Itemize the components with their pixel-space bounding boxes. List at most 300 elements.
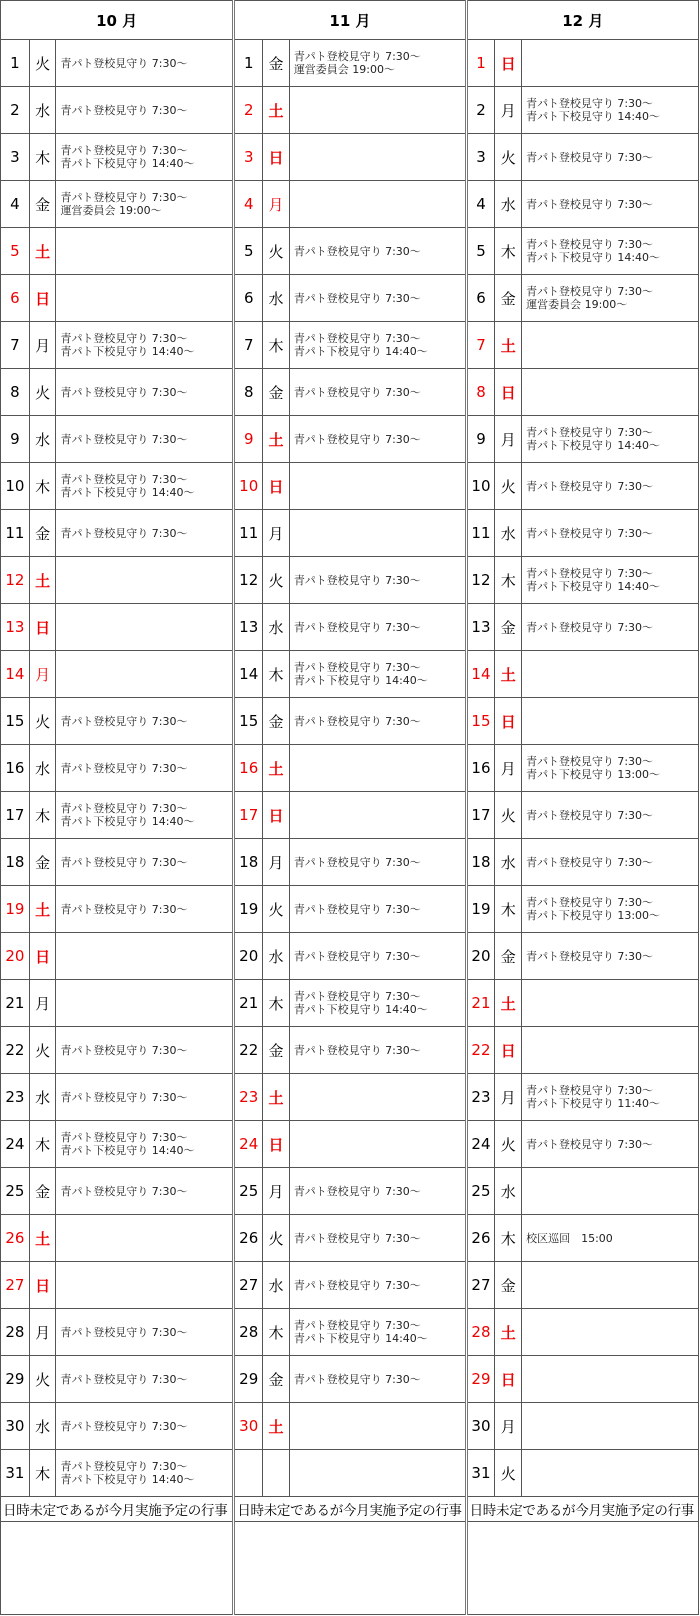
event-entry: 青パト登校見守り 7:30～ — [293, 1319, 421, 1332]
october-events — [56, 651, 234, 698]
october-weekday: 木 — [29, 792, 56, 839]
december-day-number: 12 — [466, 557, 495, 604]
october-weekday: 火 — [29, 698, 56, 745]
october-events — [56, 604, 234, 651]
november-day-number: 23 — [234, 1074, 263, 1121]
calendar-row — [1, 745, 699, 792]
november-day-number: 14 — [234, 651, 263, 698]
december-weekday: 水 — [495, 839, 522, 886]
december-weekday: 日 — [495, 698, 522, 745]
november-day-number: 12 — [234, 557, 263, 604]
october-events — [56, 1356, 234, 1403]
event-entry: 青パト登校見守り 7:30～ — [293, 385, 421, 399]
october-weekday: 木 — [29, 1121, 56, 1168]
event-entry: 青パト登校見守り 7:30～ — [293, 1278, 421, 1292]
november-events — [289, 839, 466, 886]
november-weekday: 木 — [263, 980, 290, 1027]
event-entry: 青パト下校見守り 14:40～ — [293, 345, 428, 358]
event-entry: 青パト登校見守り 7:30～ — [293, 990, 421, 1003]
december-weekday: 火 — [495, 1121, 522, 1168]
calendar-row — [1, 275, 699, 322]
november-weekday: 木 — [263, 651, 290, 698]
november-day-number: 4 — [234, 181, 263, 228]
december-day-number: 1 — [466, 40, 495, 87]
event-entry: 青パト登校見守り 7:30～ — [293, 1231, 421, 1245]
december-day-number: 3 — [466, 134, 495, 181]
october-events — [56, 1215, 234, 1262]
november-weekday: 木 — [263, 322, 290, 369]
event-entry: 青パト下校見守り 14:40～ — [526, 251, 661, 264]
october-events — [56, 87, 234, 134]
october-events — [56, 557, 234, 604]
december-day-number: 24 — [466, 1121, 495, 1168]
november-events — [289, 134, 466, 181]
december-day-number: 23 — [466, 1074, 495, 1121]
december-weekday: 日 — [495, 1027, 522, 1074]
october-events — [56, 322, 234, 369]
october-weekday: 木 — [29, 1450, 56, 1497]
november-weekday: 土 — [263, 1074, 290, 1121]
december-events — [522, 557, 699, 604]
event-entry: 青パト登校見守り 7:30～ — [60, 1131, 188, 1144]
december-events — [522, 275, 699, 322]
event-entry: 青パト登校見守り 7:30～ — [526, 808, 654, 822]
november-weekday: 土 — [263, 1403, 290, 1450]
november-events — [289, 1403, 466, 1450]
november-events — [289, 322, 466, 369]
december-day-number: 18 — [466, 839, 495, 886]
november-events — [289, 181, 466, 228]
october-weekday: 月 — [29, 1309, 56, 1356]
october-day-number: 5 — [1, 228, 30, 275]
december-weekday: 水 — [495, 1168, 522, 1215]
november-day-number: 20 — [234, 933, 263, 980]
november-weekday: 金 — [263, 698, 290, 745]
november-day-number: 15 — [234, 698, 263, 745]
december-day-number: 17 — [466, 792, 495, 839]
december-weekday: 金 — [495, 275, 522, 322]
december-day-number: 5 — [466, 228, 495, 275]
november-events — [289, 416, 466, 463]
undated-events-october — [1, 1522, 234, 1615]
event-entry: 青パト下校見守り 14:40～ — [526, 439, 661, 452]
december-events — [522, 322, 699, 369]
october-events — [56, 980, 234, 1027]
event-entry: 青パト下校見守り 14:40～ — [60, 345, 195, 358]
november-weekday: 金 — [263, 40, 290, 87]
october-weekday: 月 — [29, 980, 56, 1027]
event-entry: 青パト登校見守り 7:30～ — [293, 620, 421, 634]
november-weekday: 火 — [263, 886, 290, 933]
event-entry: 青パト下校見守り 14:40～ — [526, 580, 661, 593]
event-entry: 青パト下校見守り 14:40～ — [293, 674, 428, 687]
event-entry: 青パト登校見守り 7:30～ — [526, 949, 654, 963]
november-day-number: 5 — [234, 228, 263, 275]
october-weekday: 金 — [29, 181, 56, 228]
december-day-number: 16 — [466, 745, 495, 792]
november-day-number: 18 — [234, 839, 263, 886]
event-entry: 青パト登校見守り 7:30～ — [293, 573, 421, 587]
december-weekday: 月 — [495, 1403, 522, 1450]
event-entry: 青パト登校見守り 7:30～ — [526, 285, 654, 298]
event-entry: 青パト登校見守り 7:30～ — [60, 473, 188, 486]
event-entry: 青パト登校見守り 7:30～ — [60, 332, 188, 345]
calendar-row — [1, 1262, 699, 1309]
december-day-number: 11 — [466, 510, 495, 557]
october-events — [56, 1121, 234, 1168]
event-entry: 青パト登校見守り 7:30～ — [293, 949, 421, 963]
october-weekday: 金 — [29, 510, 56, 557]
december-events — [522, 1309, 699, 1356]
calendar-row — [1, 369, 699, 416]
november-weekday: 月 — [263, 839, 290, 886]
november-day-number: 29 — [234, 1356, 263, 1403]
calendar-row — [1, 1356, 699, 1403]
november-events — [289, 1027, 466, 1074]
october-weekday: 月 — [29, 651, 56, 698]
event-entry: 青パト登校見守り 7:30～ — [526, 855, 654, 869]
event-entry: 青パト登校見守り 7:30～ — [526, 426, 654, 439]
undated-events-row — [1, 1522, 699, 1615]
event-entry: 青パト登校見守り 7:30～ — [526, 479, 654, 493]
october-events — [56, 839, 234, 886]
december-weekday: 金 — [495, 604, 522, 651]
event-entry: 青パト下校見守り 11:40～ — [526, 1097, 661, 1110]
december-weekday: 土 — [495, 980, 522, 1027]
event-entry: 青パト登校見守り 7:30～ — [60, 144, 188, 157]
november-day-number: 10 — [234, 463, 263, 510]
december-events — [522, 369, 699, 416]
december-events — [522, 1450, 699, 1497]
event-entry: 青パト登校見守り 7:30～ — [60, 432, 188, 446]
november-events — [289, 87, 466, 134]
november-events — [289, 369, 466, 416]
calendar-row — [1, 510, 699, 557]
event-entry: 青パト下校見守り 13:00～ — [526, 909, 661, 922]
event-entry: 青パト登校見守り 7:30～ — [60, 385, 188, 399]
event-entry: 青パト下校見守り 14:40～ — [60, 1473, 195, 1486]
october-events — [56, 228, 234, 275]
october-events — [56, 416, 234, 463]
december-events — [522, 1074, 699, 1121]
december-day-number: 30 — [466, 1403, 495, 1450]
november-day-number: 6 — [234, 275, 263, 322]
undated-events-label-october: 日時未定であるが今月実施予定の行事 — [1, 1497, 234, 1522]
october-day-number: 1 — [1, 40, 30, 87]
october-events — [56, 792, 234, 839]
october-weekday: 金 — [29, 839, 56, 886]
october-day-number: 26 — [1, 1215, 30, 1262]
november-events — [289, 40, 466, 87]
december-day-number: 14 — [466, 651, 495, 698]
october-day-number: 16 — [1, 745, 30, 792]
december-events — [522, 40, 699, 87]
october-day-number: 23 — [1, 1074, 30, 1121]
event-entry: 青パト登校見守り 7:30～ — [293, 332, 421, 345]
october-events — [56, 1403, 234, 1450]
november-day-number: 9 — [234, 416, 263, 463]
october-weekday: 月 — [29, 322, 56, 369]
november-day-number: 28 — [234, 1309, 263, 1356]
october-weekday: 土 — [29, 886, 56, 933]
calendar-row — [1, 839, 699, 886]
october-day-number: 27 — [1, 1262, 30, 1309]
december-events — [522, 651, 699, 698]
calendar-row — [1, 40, 699, 87]
november-weekday: 金 — [263, 1027, 290, 1074]
event-entry: 青パト登校見守り 7:30～ — [526, 620, 654, 634]
november-events — [289, 792, 466, 839]
october-events — [56, 1309, 234, 1356]
december-weekday: 火 — [495, 792, 522, 839]
december-events — [522, 228, 699, 275]
november-weekday — [263, 1450, 290, 1497]
november-events — [289, 745, 466, 792]
november-day-number: 30 — [234, 1403, 263, 1450]
november-weekday: 金 — [263, 369, 290, 416]
december-events — [522, 698, 699, 745]
october-weekday: 土 — [29, 1215, 56, 1262]
december-weekday: 木 — [495, 886, 522, 933]
november-weekday: 土 — [263, 87, 290, 134]
event-entry: 青パト下校見守り 14:40～ — [60, 486, 195, 499]
october-events — [56, 698, 234, 745]
december-day-number: 21 — [466, 980, 495, 1027]
december-day-number: 27 — [466, 1262, 495, 1309]
december-events — [522, 1262, 699, 1309]
october-events — [56, 463, 234, 510]
event-entry: 青パト登校見守り 7:30～ — [526, 1084, 654, 1097]
event-entry: 青パト下校見守り 14:40～ — [60, 1144, 195, 1157]
november-weekday: 金 — [263, 1356, 290, 1403]
event-entry: 青パト登校見守り 7:30～ — [60, 191, 188, 204]
november-day-number: 25 — [234, 1168, 263, 1215]
october-events — [56, 275, 234, 322]
event-entry: 青パト登校見守り 7:30～ — [293, 714, 421, 728]
november-events — [289, 886, 466, 933]
november-day-number: 26 — [234, 1215, 263, 1262]
calendar-row — [1, 1074, 699, 1121]
december-day-number: 19 — [466, 886, 495, 933]
december-weekday: 火 — [495, 134, 522, 181]
october-weekday: 水 — [29, 87, 56, 134]
november-events — [289, 1074, 466, 1121]
december-events — [522, 463, 699, 510]
event-entry: 青パト下校見守り 14:40～ — [526, 110, 661, 123]
december-weekday: 月 — [495, 416, 522, 463]
event-entry: 青パト登校見守り 7:30～ — [60, 761, 188, 775]
october-weekday: 火 — [29, 40, 56, 87]
calendar-row — [1, 1403, 699, 1450]
november-day-number: 27 — [234, 1262, 263, 1309]
december-events — [522, 1356, 699, 1403]
november-weekday: 火 — [263, 228, 290, 275]
event-entry: 青パト登校見守り 7:30～ — [60, 1325, 188, 1339]
november-weekday: 日 — [263, 463, 290, 510]
event-entry: 青パト登校見守り 7:30～ — [60, 802, 188, 815]
november-events — [289, 275, 466, 322]
november-events — [289, 557, 466, 604]
undated-events-november — [234, 1522, 466, 1615]
november-day-number: 16 — [234, 745, 263, 792]
november-weekday: 火 — [263, 557, 290, 604]
november-events — [289, 1262, 466, 1309]
november-day-number: 8 — [234, 369, 263, 416]
calendar-row — [1, 792, 699, 839]
october-day-number: 11 — [1, 510, 30, 557]
december-events — [522, 1215, 699, 1262]
december-events — [522, 1121, 699, 1168]
event-entry: 青パト登校見守り 7:30～ — [293, 1043, 421, 1057]
november-weekday: 水 — [263, 1262, 290, 1309]
event-entry: 青パト登校見守り 7:30～ — [60, 1184, 188, 1198]
event-entry: 青パト登校見守り 7:30～ — [60, 56, 188, 70]
october-events — [56, 1027, 234, 1074]
december-day-number: 28 — [466, 1309, 495, 1356]
december-weekday: 火 — [495, 463, 522, 510]
october-events — [56, 1262, 234, 1309]
event-entry: 運営委員会 19:00～ — [526, 298, 628, 311]
october-weekday: 火 — [29, 1356, 56, 1403]
calendar-row — [1, 980, 699, 1027]
october-day-number: 22 — [1, 1027, 30, 1074]
november-events — [289, 228, 466, 275]
event-entry: 青パト登校見守り 7:30～ — [293, 1184, 421, 1198]
november-weekday: 日 — [263, 134, 290, 181]
december-events — [522, 839, 699, 886]
december-day-number: 31 — [466, 1450, 495, 1497]
october-events — [56, 933, 234, 980]
october-events — [56, 134, 234, 181]
event-entry: 青パト登校見守り 7:30～ — [526, 150, 654, 164]
october-weekday: 日 — [29, 933, 56, 980]
october-weekday: 土 — [29, 557, 56, 604]
december-events — [522, 87, 699, 134]
event-entry: 青パト登校見守り 7:30～ — [60, 902, 188, 916]
event-entry: 青パト下校見守り 13:00～ — [526, 768, 661, 781]
october-day-number: 7 — [1, 322, 30, 369]
event-entry: 青パト登校見守り 7:30～ — [60, 855, 188, 869]
october-day-number: 6 — [1, 275, 30, 322]
november-events — [289, 1121, 466, 1168]
october-weekday: 土 — [29, 228, 56, 275]
october-weekday: 水 — [29, 416, 56, 463]
october-weekday: 水 — [29, 745, 56, 792]
december-day-number: 29 — [466, 1356, 495, 1403]
october-day-number: 12 — [1, 557, 30, 604]
calendar-row — [1, 698, 699, 745]
november-events — [289, 604, 466, 651]
calendar-row — [1, 228, 699, 275]
november-day-number: 17 — [234, 792, 263, 839]
november-events — [289, 651, 466, 698]
calendar-row — [1, 87, 699, 134]
event-entry: 青パト登校見守り 7:30～ — [293, 291, 421, 305]
october-events — [56, 181, 234, 228]
event-entry: 青パト下校見守り 14:40～ — [60, 157, 195, 170]
november-day-number: 22 — [234, 1027, 263, 1074]
december-weekday: 水 — [495, 510, 522, 557]
october-day-number: 10 — [1, 463, 30, 510]
october-day-number: 31 — [1, 1450, 30, 1497]
october-day-number: 15 — [1, 698, 30, 745]
november-weekday: 月 — [263, 510, 290, 557]
november-events — [289, 698, 466, 745]
event-entry: 青パト登校見守り 7:30～ — [60, 714, 188, 728]
october-day-number: 3 — [1, 134, 30, 181]
october-weekday: 日 — [29, 604, 56, 651]
october-weekday: 水 — [29, 1403, 56, 1450]
october-weekday: 木 — [29, 134, 56, 181]
december-events — [522, 1403, 699, 1450]
event-entry: 青パト登校見守り 7:30～ — [60, 1372, 188, 1386]
december-weekday: 日 — [495, 40, 522, 87]
month-header-row — [1, 1, 699, 40]
december-weekday: 土 — [495, 322, 522, 369]
october-events — [56, 745, 234, 792]
october-weekday: 火 — [29, 1027, 56, 1074]
calendar-row — [1, 322, 699, 369]
october-weekday: 火 — [29, 369, 56, 416]
november-events — [289, 980, 466, 1027]
december-events — [522, 181, 699, 228]
december-day-number: 4 — [466, 181, 495, 228]
october-weekday: 木 — [29, 463, 56, 510]
october-weekday: 金 — [29, 1168, 56, 1215]
event-entry: 青パト登校見守り 7:30～ — [293, 244, 421, 258]
december-weekday: 木 — [495, 557, 522, 604]
november-events — [289, 1450, 466, 1497]
event-entry: 青パト登校見守り 7:30～ — [60, 526, 188, 540]
october-day-number: 2 — [1, 87, 30, 134]
december-weekday: 木 — [495, 1215, 522, 1262]
calendar-row — [1, 886, 699, 933]
october-events — [56, 1074, 234, 1121]
december-events — [522, 1027, 699, 1074]
month-header-october: 10 月 — [1, 1, 234, 40]
december-events — [522, 1168, 699, 1215]
calendar-row — [1, 1121, 699, 1168]
october-day-number: 21 — [1, 980, 30, 1027]
december-day-number: 9 — [466, 416, 495, 463]
event-entry: 青パト登校見守り 7:30～ — [526, 755, 654, 768]
november-events — [289, 510, 466, 557]
november-day-number: 24 — [234, 1121, 263, 1168]
october-day-number: 13 — [1, 604, 30, 651]
december-day-number: 25 — [466, 1168, 495, 1215]
october-day-number: 29 — [1, 1356, 30, 1403]
december-weekday: 金 — [495, 1262, 522, 1309]
october-events — [56, 1450, 234, 1497]
october-events — [56, 369, 234, 416]
december-events — [522, 510, 699, 557]
event-entry: 校区巡回 15:00 — [526, 1231, 613, 1245]
calendar-row — [1, 651, 699, 698]
event-entry: 青パト登校見守り 7:30～ — [526, 197, 654, 211]
month-header-november: 11 月 — [234, 1, 466, 40]
calendar-row — [1, 1450, 699, 1497]
december-events — [522, 134, 699, 181]
event-entry: 青パト登校見守り 7:30～ — [526, 526, 654, 540]
event-entry: 青パト登校見守り 7:30～ — [526, 896, 654, 909]
november-weekday: 月 — [263, 181, 290, 228]
november-day-number: 13 — [234, 604, 263, 651]
calendar-row — [1, 134, 699, 181]
event-entry: 青パト登校見守り 7:30～ — [526, 97, 654, 110]
event-entry: 青パト登校見守り 7:30～ — [60, 1043, 188, 1057]
november-day-number: 2 — [234, 87, 263, 134]
october-day-number: 17 — [1, 792, 30, 839]
